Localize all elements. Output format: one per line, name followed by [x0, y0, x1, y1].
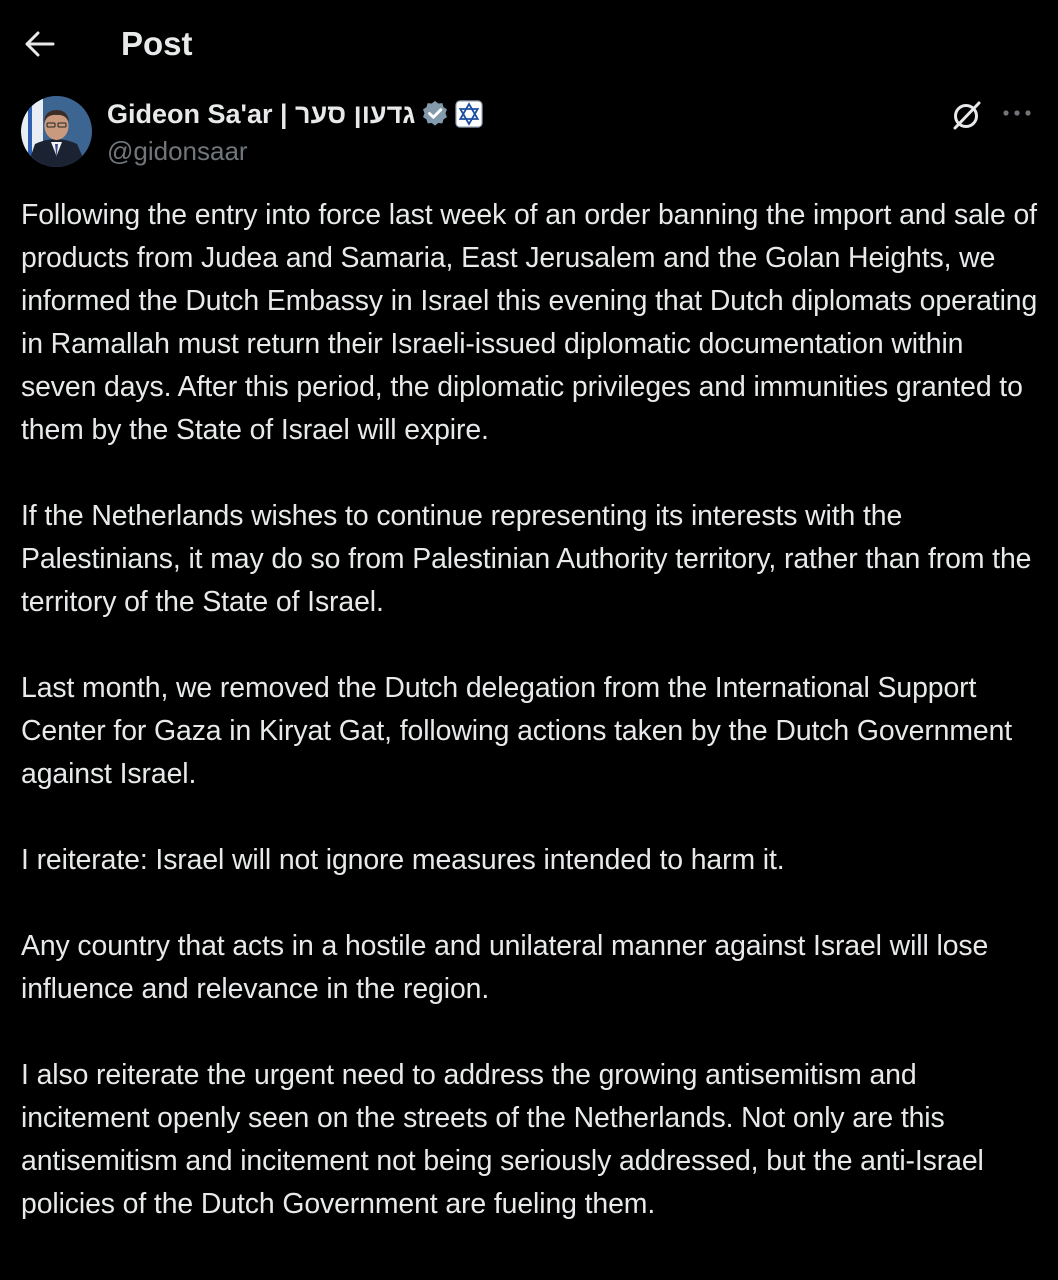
- post-paragraph: I also reiterate the urgent need to address the growing antisemitism and incitement openly seen on the streets of the Netherlands. Not only are this antisemitism and incitement not being seriously addressed, but the anti-Israel policies of the Dutch Government are fueling them.: [21, 1059, 984, 1220]
- israel-government-emblem-icon[interactable]: [455, 100, 483, 128]
- more-options-button[interactable]: [998, 96, 1036, 130]
- post-paragraph: If the Netherlands wishes to continue representing its interests with the Palestinians, it may do so from Palestinian Authority territory, rather than from the territory of the State of Israel.: [21, 500, 1032, 618]
- user-handle[interactable]: @gidonsaar: [107, 136, 248, 166]
- post-paragraph: I reiterate: Israel will not ignore measures intended to harm it.: [21, 844, 785, 876]
- post-paragraph: Following the entry into force last week of an order banning the import and sale of products from Judea and Samaria, East Jerusalem and the Golan Heights, we informed the Dutch Embassy in Israel this evening that Dutch diplomats operating in Ramallah must return their Israeli-issued diplomatic documentation within seven days. After this period, the diplomatic privileges and immunities granted to them by the State of Israel will expire.: [21, 199, 1038, 446]
- post-author: [107, 96, 483, 168]
- grok-icon: [951, 99, 983, 131]
- post-paragraph: Last month, we removed the Dutch delegation from the International Support Center for Gaza in Kiryat Gat, following actions taken by the Dutch Government against Israel.: [21, 672, 1013, 790]
- arrow-left-icon: [25, 31, 55, 57]
- top-bar: [0, 0, 1058, 88]
- back-button[interactable]: [22, 26, 58, 62]
- verified-badge-icon[interactable]: [420, 99, 450, 129]
- grok-button[interactable]: [948, 96, 986, 134]
- avatar[interactable]: [21, 96, 92, 167]
- more-dots-icon: [1002, 109, 1032, 117]
- display-name[interactable]: Gideon Sa'ar | גדעון סער: [107, 98, 416, 129]
- page-title: Post: [121, 25, 193, 62]
- post-text: [21, 194, 1041, 1226]
- post-paragraph: Any country that acts in a hostile and unilateral manner against Israel will lose influence and relevance in the region.: [21, 930, 989, 1005]
- profile-photo: [21, 96, 92, 167]
